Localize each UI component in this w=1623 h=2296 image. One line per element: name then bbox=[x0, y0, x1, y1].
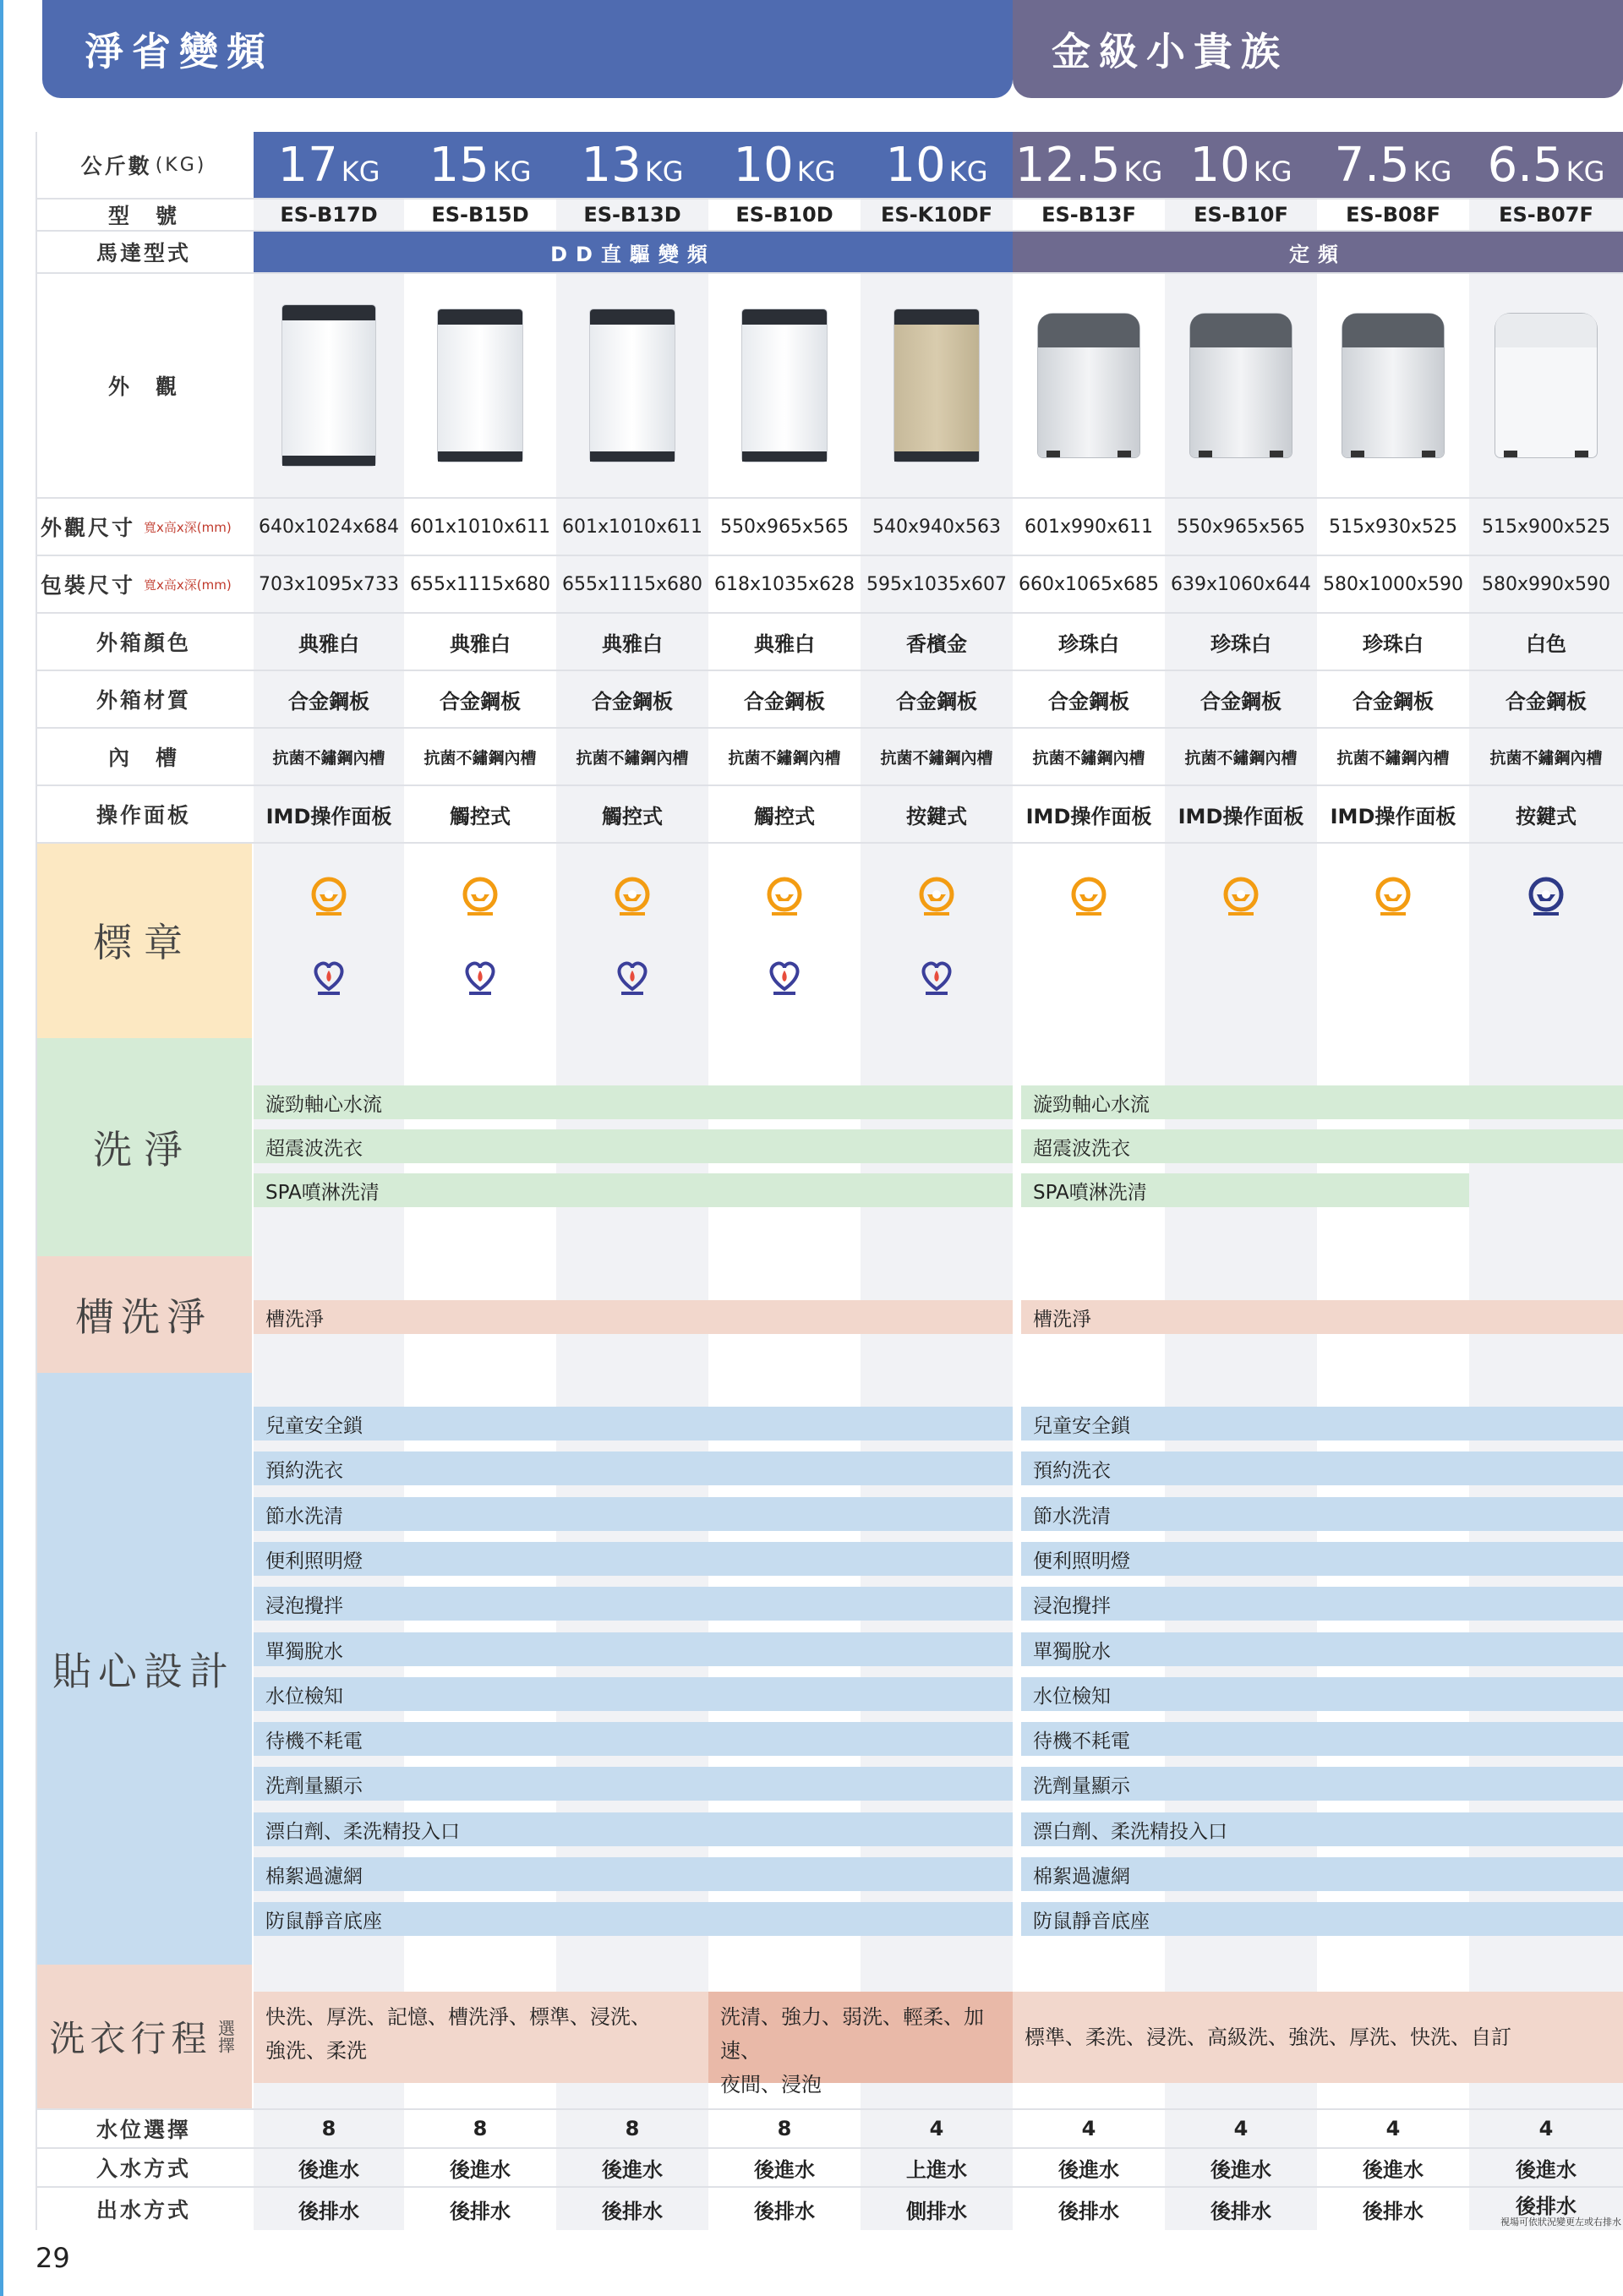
row-label-capacity: 公斤數 (KG) bbox=[80, 154, 207, 178]
panel-cell: IMD操作面板 bbox=[1178, 804, 1304, 828]
care-feature: 兒童安全鎖 bbox=[254, 1407, 1013, 1440]
row-divider bbox=[36, 272, 1623, 274]
water-cell: 8 bbox=[777, 2117, 792, 2140]
care-feature: 預約洗衣 bbox=[254, 1451, 1013, 1485]
dims-cell: 550x965x565 bbox=[719, 516, 849, 538]
program-list: 快洗、厚洗、記憶、槽洗淨、標準、浸洗、 強洗、柔洗 bbox=[254, 1992, 708, 2083]
capacity-cell: 17 KG bbox=[254, 132, 404, 198]
washer-image bbox=[1342, 314, 1444, 457]
material-cell: 合金鋼板 bbox=[744, 689, 825, 713]
material-cell: 合金鋼板 bbox=[288, 689, 369, 713]
care-feature: 兒童安全鎖 bbox=[1021, 1407, 1623, 1440]
outlet-cell: 後排水 bbox=[602, 2199, 663, 2223]
panel-cell: IMD操作面板 bbox=[1025, 804, 1152, 828]
care-feature: 待機不耗電 bbox=[254, 1722, 1013, 1756]
water-saving-label-icon bbox=[459, 955, 501, 998]
row-label-panel: 操作面板 bbox=[96, 803, 191, 828]
model-cell: ES-B10F bbox=[1194, 203, 1288, 227]
capacity-cell: 10 KG bbox=[1165, 132, 1317, 198]
panel-cell: 觸控式 bbox=[754, 804, 815, 828]
dims-cell: 601x990x611 bbox=[1024, 516, 1153, 538]
care-feature: 防鼠靜音底座 bbox=[254, 1902, 1013, 1936]
outlet-cell: 側排水 bbox=[906, 2199, 967, 2223]
care-feature: 漂白劑、柔洗精投入口 bbox=[254, 1812, 1013, 1846]
pack-cell: 580x990x590 bbox=[1481, 573, 1610, 595]
care-feature: 便利照明燈 bbox=[1021, 1542, 1623, 1576]
section-tub-clean: 槽洗淨 bbox=[75, 1294, 212, 1340]
outlet-cell: 後排水 bbox=[298, 2199, 359, 2223]
water-cell: 8 bbox=[625, 2117, 640, 2140]
water-cell: 4 bbox=[1385, 2117, 1401, 2140]
washer-image bbox=[1495, 314, 1597, 457]
pack-cell: 660x1065x685 bbox=[1018, 573, 1159, 595]
energy-label-icon bbox=[1068, 876, 1110, 918]
water-cell: 4 bbox=[1081, 2117, 1096, 2140]
row-label-appearance: 外 觀 bbox=[107, 374, 179, 399]
energy-label-icon bbox=[1220, 876, 1262, 918]
care-feature: 棉絮過濾網 bbox=[1021, 1857, 1623, 1891]
pack-cell: 655x1115x680 bbox=[409, 573, 550, 595]
model-cell: ES-B07F bbox=[1499, 203, 1593, 227]
model-cell: ES-B15D bbox=[431, 203, 529, 227]
care-feature: 便利照明燈 bbox=[254, 1542, 1013, 1576]
model-cell: ES-B17D bbox=[280, 203, 378, 227]
inlet-cell: 後進水 bbox=[1363, 2157, 1424, 2182]
energy-label-icon bbox=[308, 876, 350, 918]
washer-image bbox=[894, 309, 979, 462]
dims-cell: 601x1010x611 bbox=[561, 516, 702, 538]
row-label-material: 外箱材質 bbox=[96, 688, 191, 713]
care-feature: 防鼠靜音底座 bbox=[1021, 1902, 1623, 1936]
capacity-cell: 7.5 KG bbox=[1317, 132, 1469, 198]
outlet-cell: 後排水 bbox=[1363, 2199, 1424, 2223]
care-feature: 待機不耗電 bbox=[1021, 1722, 1623, 1756]
pack-cell: 703x1095x733 bbox=[258, 573, 399, 595]
page-number: 29 bbox=[36, 2242, 70, 2274]
dims-cell: 540x940x563 bbox=[872, 516, 1001, 538]
energy-label-icon bbox=[611, 876, 653, 918]
tub-cell: 抗菌不鏽鋼內槽 bbox=[880, 748, 993, 768]
material-cell: 合金鋼板 bbox=[896, 689, 977, 713]
tub-cell: 抗菌不鏽鋼內槽 bbox=[1184, 748, 1298, 768]
series-header-fixed: 金級小貴族 bbox=[1013, 0, 1623, 98]
inlet-cell: 後進水 bbox=[754, 2157, 815, 2182]
material-cell: 合金鋼板 bbox=[1048, 689, 1129, 713]
pack-cell: 618x1035x628 bbox=[713, 573, 855, 595]
outlet-note: 視場可依狀況變更左或右排水 bbox=[1500, 2217, 1621, 2228]
program-list: 洗清、強力、弱洗、輕柔、加速、 夜間、浸泡 bbox=[708, 1992, 1013, 2083]
capacity-cell: 10 KG bbox=[861, 132, 1013, 198]
tub-cell: 抗菌不鏽鋼內槽 bbox=[576, 748, 689, 768]
water-saving-label-icon bbox=[763, 955, 806, 998]
water-cell: 4 bbox=[929, 2117, 944, 2140]
care-feature: 棉絮過濾網 bbox=[254, 1857, 1013, 1891]
capacity-cell: 10 KG bbox=[708, 132, 861, 198]
energy-label-icon bbox=[763, 876, 806, 918]
row-label-inlet: 入水方式 bbox=[96, 2157, 191, 2181]
washer-image bbox=[590, 309, 675, 462]
wash-feature: SPA噴淋洗清 bbox=[254, 1173, 1013, 1207]
pack-cell: 595x1035x607 bbox=[866, 573, 1007, 595]
color-cell: 典雅白 bbox=[754, 631, 815, 656]
section-care: 貼心設計 bbox=[52, 1648, 235, 1694]
color-cell: 珍珠白 bbox=[1363, 631, 1424, 656]
row-label-dims: 外觀尺寸 寬x高x深(mm) bbox=[41, 516, 232, 540]
panel-cell: IMD操作面板 bbox=[265, 804, 392, 828]
inlet-cell: 後進水 bbox=[602, 2157, 663, 2182]
model-cell: ES-B13F bbox=[1041, 203, 1136, 227]
dims-cell: 640x1024x684 bbox=[258, 516, 399, 538]
tub-cell: 抗菌不鏽鋼內槽 bbox=[728, 748, 841, 768]
water-cell: 8 bbox=[473, 2117, 488, 2140]
energy-label-icon bbox=[915, 876, 958, 918]
wash-feature: SPA噴淋洗清 bbox=[1021, 1173, 1469, 1207]
water-cell: 4 bbox=[1538, 2117, 1554, 2140]
care-feature: 預約洗衣 bbox=[1021, 1451, 1623, 1485]
row-label-model: 型 號 bbox=[107, 204, 179, 228]
dims-cell: 550x965x565 bbox=[1176, 516, 1305, 538]
care-feature: 水位檢知 bbox=[254, 1677, 1013, 1711]
care-feature: 節水洗清 bbox=[254, 1497, 1013, 1531]
color-cell: 香檳金 bbox=[906, 631, 967, 656]
washer-image bbox=[282, 305, 375, 466]
panel-cell: 按鍵式 bbox=[906, 804, 967, 828]
tub-clean-feature: 槽洗淨 bbox=[1021, 1300, 1623, 1334]
program-list: 標準、柔洗、浸洗、高級洗、強洗、厚洗、快洗、自訂 bbox=[1013, 1992, 1623, 2083]
material-cell: 合金鋼板 bbox=[1506, 689, 1587, 713]
pack-cell: 580x1000x590 bbox=[1322, 573, 1463, 595]
inlet-cell: 後進水 bbox=[1516, 2157, 1577, 2182]
washer-image bbox=[1190, 314, 1292, 457]
row-label-water-level: 水位選擇 bbox=[96, 2118, 191, 2142]
care-feature: 洗劑量顯示 bbox=[1021, 1767, 1623, 1801]
material-cell: 合金鋼板 bbox=[1200, 689, 1281, 713]
washer-image bbox=[1038, 314, 1139, 457]
inlet-cell: 上進水 bbox=[906, 2157, 967, 2182]
left-border bbox=[36, 132, 37, 2230]
wash-feature: 超震波洗衣 bbox=[254, 1129, 1013, 1163]
care-feature: 洗劑量顯示 bbox=[254, 1767, 1013, 1801]
capacity-cell: 13 KG bbox=[556, 132, 708, 198]
tub-cell: 抗菌不鏽鋼內槽 bbox=[1032, 748, 1145, 768]
water-saving-label-icon bbox=[915, 955, 958, 998]
care-feature: 節水洗清 bbox=[1021, 1497, 1623, 1531]
panel-cell: 觸控式 bbox=[602, 804, 663, 828]
row-divider bbox=[36, 842, 1623, 844]
row-label-color: 外箱顏色 bbox=[96, 631, 191, 655]
energy-label-icon bbox=[459, 876, 501, 918]
washer-image bbox=[742, 309, 827, 462]
section-wash: 洗淨 bbox=[93, 1127, 194, 1173]
inlet-cell: 後進水 bbox=[450, 2157, 511, 2182]
pack-cell: 639x1060x644 bbox=[1170, 573, 1311, 595]
color-cell: 典雅白 bbox=[450, 631, 511, 656]
care-feature: 單獨脫水 bbox=[254, 1632, 1013, 1666]
care-feature: 漂白劑、柔洗精投入口 bbox=[1021, 1812, 1623, 1846]
row-label-pack: 包裝尺寸 寬x高x深(mm) bbox=[41, 573, 232, 598]
tub-clean-feature: 槽洗淨 bbox=[254, 1300, 1013, 1334]
outlet-cell: 後排水 bbox=[754, 2199, 815, 2223]
dims-cell: 515x930x525 bbox=[1328, 516, 1457, 538]
water-cell: 8 bbox=[321, 2117, 336, 2140]
capacity-cell: 12.5 KG bbox=[1013, 132, 1165, 198]
tub-cell: 抗菌不鏽鋼內槽 bbox=[1336, 748, 1450, 768]
model-cell: ES-B13D bbox=[583, 203, 681, 227]
care-feature: 水位檢知 bbox=[1021, 1677, 1623, 1711]
inlet-cell: 後進水 bbox=[1210, 2157, 1271, 2182]
panel-cell: 觸控式 bbox=[450, 804, 511, 828]
material-cell: 合金鋼板 bbox=[1352, 689, 1434, 713]
panel-cell: 按鍵式 bbox=[1516, 804, 1577, 828]
energy-label-icon bbox=[1525, 876, 1567, 918]
color-cell: 白色 bbox=[1526, 631, 1566, 656]
page-edge bbox=[0, 0, 3, 2296]
tub-cell: 抗菌不鏽鋼內槽 bbox=[272, 748, 385, 768]
capacity-cell: 6.5 KG bbox=[1469, 132, 1623, 198]
color-cell: 珍珠白 bbox=[1210, 631, 1271, 656]
model-cell: ES-B08F bbox=[1346, 203, 1440, 227]
tub-cell: 抗菌不鏽鋼內槽 bbox=[424, 748, 537, 768]
section-program: 洗衣行程 選擇 bbox=[49, 2018, 236, 2059]
color-cell: 珍珠白 bbox=[1058, 631, 1119, 656]
water-saving-label-icon bbox=[308, 955, 350, 998]
outlet-cell: 後排水 bbox=[450, 2199, 511, 2223]
pack-cell: 655x1115x680 bbox=[561, 573, 702, 595]
water-saving-label-icon bbox=[611, 955, 653, 998]
model-cell: ES-K10DF bbox=[881, 203, 992, 227]
inlet-cell: 後進水 bbox=[1058, 2157, 1119, 2182]
outlet-cell: 後排水 bbox=[1516, 2195, 1577, 2218]
section-badges: 標章 bbox=[93, 920, 194, 965]
inlet-cell: 後進水 bbox=[298, 2157, 359, 2182]
dims-cell: 515x900x525 bbox=[1481, 516, 1610, 538]
series-header-inverter: 淨省變頻 bbox=[42, 0, 1013, 98]
water-cell: 4 bbox=[1233, 2117, 1249, 2140]
care-feature: 浸泡攪拌 bbox=[1021, 1587, 1623, 1621]
row-label-tub: 內 槽 bbox=[107, 746, 179, 770]
dims-cell: 601x1010x611 bbox=[409, 516, 550, 538]
motor-type-fixed: 定頻 bbox=[1013, 232, 1623, 272]
row-label-outlet: 出水方式 bbox=[96, 2198, 191, 2222]
wash-feature: 漩勁軸心水流 bbox=[254, 1085, 1013, 1119]
outlet-cell: 後排水 bbox=[1058, 2199, 1119, 2223]
model-cell: ES-B10D bbox=[735, 203, 833, 227]
outlet-cell: 後排水 bbox=[1210, 2199, 1271, 2223]
care-feature: 單獨脫水 bbox=[1021, 1632, 1623, 1666]
color-cell: 典雅白 bbox=[602, 631, 663, 656]
wash-feature: 超震波洗衣 bbox=[1021, 1129, 1623, 1163]
motor-type-inverter: DD直驅變頻 bbox=[254, 232, 1013, 272]
color-cell: 典雅白 bbox=[298, 631, 359, 656]
washer-image bbox=[438, 309, 522, 462]
row-label-motor: 馬達型式 bbox=[96, 241, 191, 265]
material-cell: 合金鋼板 bbox=[592, 689, 673, 713]
energy-label-icon bbox=[1372, 876, 1414, 918]
panel-cell: IMD操作面板 bbox=[1330, 804, 1456, 828]
capacity-cell: 15 KG bbox=[404, 132, 556, 198]
material-cell: 合金鋼板 bbox=[440, 689, 521, 713]
wash-feature: 漩勁軸心水流 bbox=[1021, 1085, 1623, 1119]
tub-cell: 抗菌不鏽鋼內槽 bbox=[1489, 748, 1603, 768]
care-feature: 浸泡攪拌 bbox=[254, 1587, 1013, 1621]
